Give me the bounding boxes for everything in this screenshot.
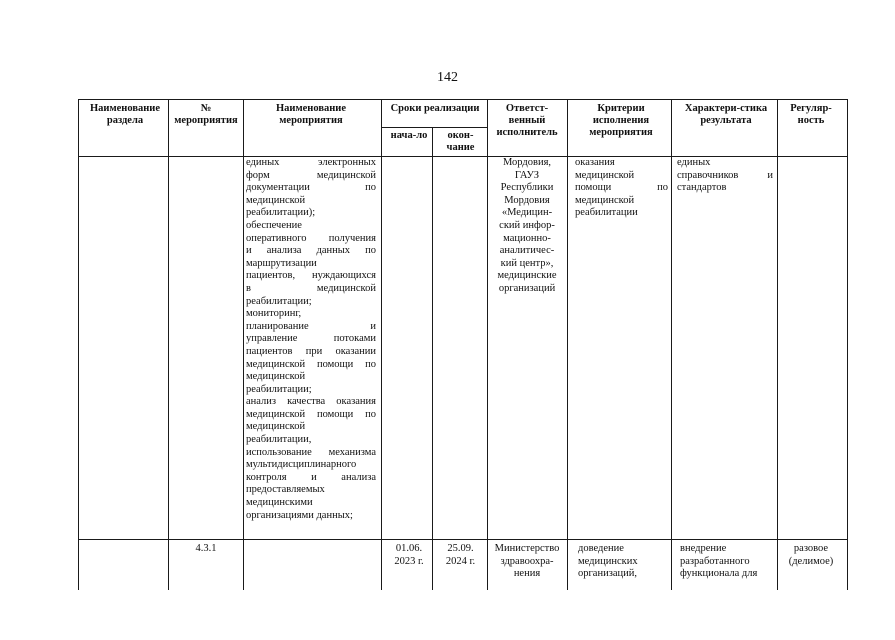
text-line: реабилитации); — [246, 207, 316, 219]
row-divider — [78, 539, 848, 540]
column-border — [777, 99, 778, 590]
text-line: медицинской помощи по — [246, 408, 376, 420]
text-line: аналитичес- — [499, 245, 555, 257]
text-line: планирование и — [246, 320, 376, 332]
text-line: предоставляемых — [246, 484, 325, 496]
start-date — [386, 543, 432, 568]
event-number-4-3-1: 4.3.1 — [195, 543, 217, 554]
header-event-number: № мероприятия — [174, 103, 238, 127]
text-line: медицинской — [575, 194, 635, 206]
text-line: оказания — [575, 157, 615, 168]
next-result-text — [680, 543, 774, 581]
text-line: внедрение — [680, 543, 727, 554]
text-line: Министерство — [494, 543, 560, 554]
column-border — [567, 99, 568, 590]
text-line: единых — [677, 157, 711, 168]
text-line: 25.09. — [447, 543, 474, 554]
text-line: реабилитации; — [246, 383, 312, 395]
text-line: организаций, — [578, 568, 637, 580]
text-line: Мордовия — [504, 194, 550, 206]
page-number: 142 — [437, 70, 458, 85]
text-line: доведение — [578, 543, 624, 554]
column-border — [168, 99, 169, 590]
text-line: функционала для — [680, 568, 758, 580]
header-event-name: Наименование мероприятия — [276, 103, 346, 127]
table-top-border — [78, 99, 848, 100]
header-start: нача-ло — [390, 130, 428, 141]
text-line: медицинской — [246, 371, 306, 383]
text-line: и анализа данных по — [246, 245, 376, 257]
text-line: маршрутизации — [246, 257, 317, 269]
header-responsible: Ответст-венный исполнитель — [496, 103, 558, 139]
text-line: помощи по — [575, 182, 668, 194]
text-line: единых электронных — [246, 157, 376, 168]
text-line: разовое — [793, 543, 829, 554]
result-text — [677, 157, 773, 195]
text-line: медицинскими — [246, 497, 313, 509]
text-line: 2024 г. — [445, 555, 476, 567]
text-line: управление потоками — [246, 333, 376, 345]
column-border — [487, 99, 488, 590]
text-line: реабилитации, — [246, 434, 312, 446]
header-end: окон-чание — [446, 130, 475, 154]
text-line: медицинской — [246, 421, 306, 433]
header-regularity: Регуляр-ность — [790, 103, 832, 127]
text-line: 2023 г. — [394, 555, 424, 567]
text-line: оперативного получения — [246, 232, 376, 244]
text-line: мационно- — [503, 232, 551, 244]
regularity-text — [779, 543, 843, 568]
text-line: организациями данных; — [246, 509, 353, 521]
text-line: реабилитации; — [246, 295, 312, 307]
text-line: 01.06. — [395, 543, 423, 554]
header-criteria: Критерии исполнения мероприятия — [589, 103, 653, 139]
text-line: кий центр», — [500, 257, 554, 269]
text-line: анализ качества оказания — [246, 396, 376, 408]
text-line: здравоохра- — [500, 555, 554, 567]
text-line: медицинской помощи по — [246, 358, 376, 370]
next-criteria-text — [578, 543, 668, 581]
text-line: пациентов, нуждающихся — [246, 270, 376, 282]
text-line: ГАУЗ — [514, 169, 540, 181]
criteria-text — [575, 157, 668, 220]
column-border — [78, 99, 79, 590]
text-line: контроля и анализа — [246, 471, 376, 483]
text-line: медицинской — [246, 194, 306, 206]
header-result: Характери-стика результата — [684, 103, 768, 127]
text-line: (делимое) — [788, 555, 834, 567]
column-border — [243, 99, 244, 590]
text-line: разработанного — [680, 555, 750, 567]
terms-subheader-border — [381, 127, 487, 128]
next-responsible-text — [490, 543, 564, 581]
text-line: в медицинской — [246, 282, 376, 294]
text-line: обеспечение — [246, 219, 302, 231]
text-line: нения — [513, 568, 541, 580]
text-line: мультидисциплинарного — [246, 459, 357, 471]
column-border — [432, 127, 433, 590]
text-line: реабилитации — [575, 207, 638, 219]
text-line: медицинской — [575, 169, 635, 181]
column-border — [847, 99, 848, 590]
text-line: документации по — [246, 182, 376, 194]
end-date — [434, 543, 487, 568]
column-border — [671, 99, 672, 590]
text-line: форм медицинской — [246, 169, 376, 181]
text-line: справочников и — [677, 169, 773, 181]
responsible-text — [490, 157, 564, 296]
text-line: организаций — [498, 282, 556, 294]
text-line: ский инфор- — [499, 219, 555, 231]
text-line: «Медицин- — [501, 207, 553, 219]
header-terms: Сроки реализации — [390, 103, 480, 114]
text-line: мониторинг, — [246, 308, 302, 320]
header-section-name: Наименование раздела — [90, 103, 160, 127]
event-name-text — [246, 157, 376, 522]
text-line: пациентов при оказании — [246, 345, 376, 357]
text-line: Мордовия, — [502, 157, 552, 168]
column-border — [381, 99, 382, 590]
text-line: медицинские — [497, 270, 557, 282]
text-line: Республики — [500, 182, 554, 194]
text-line: использование механизма — [246, 446, 376, 458]
text-line: медицинских — [578, 555, 638, 567]
text-line: стандартов — [677, 182, 727, 194]
